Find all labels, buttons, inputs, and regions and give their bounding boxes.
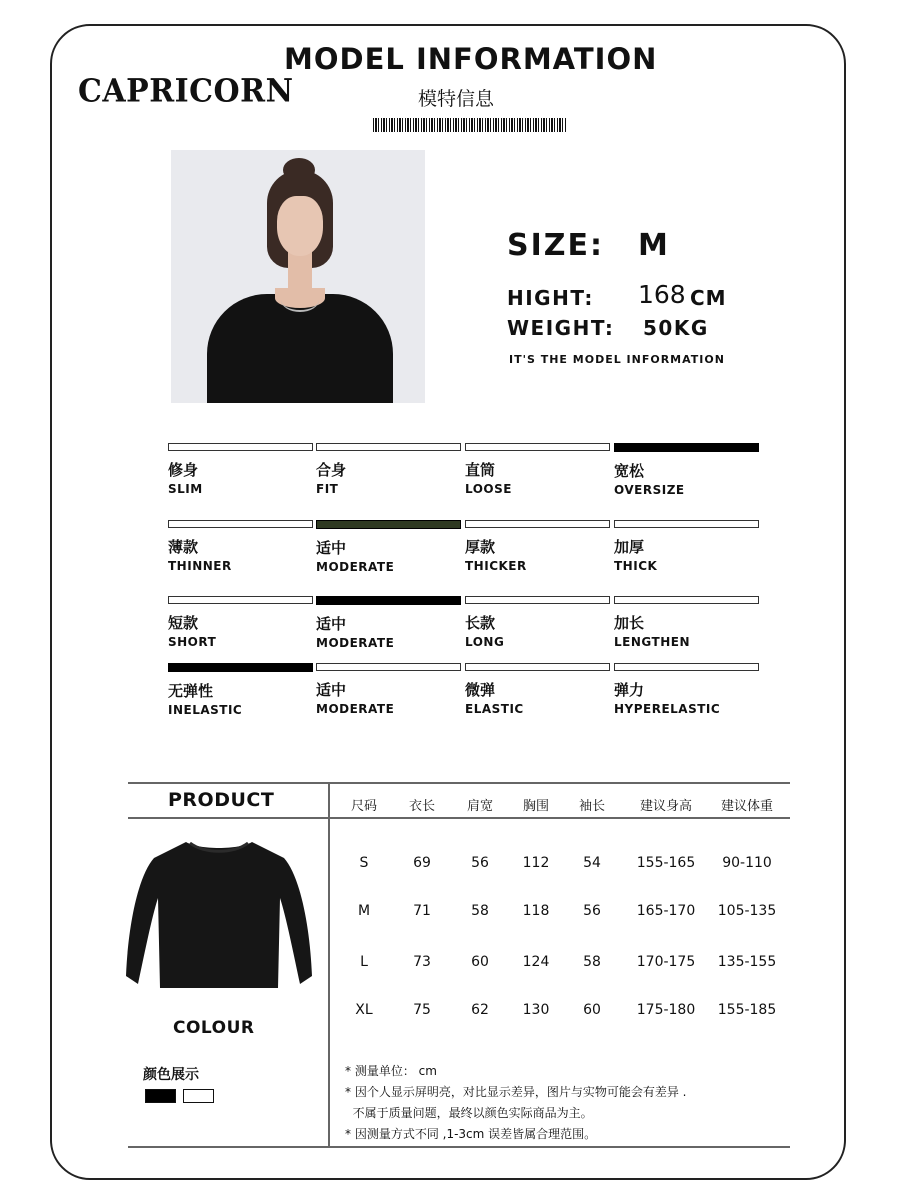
height-label: HIGHT: (507, 286, 594, 310)
table-cell: 75 (413, 1002, 431, 1018)
footnote: 不属于质量问题，最终以颜色实际商品为主。 (345, 1106, 593, 1120)
rating-bar-selected (614, 443, 759, 452)
rating-option (316, 443, 461, 496)
rating-bar (168, 520, 313, 528)
rating-label-en: LENGTHEN (614, 635, 690, 649)
rating-label-zh: 短款 (168, 614, 199, 632)
table-cell: 124 (522, 954, 550, 970)
rating-label-zh: 宽松 (614, 462, 645, 480)
rating-label-en: SHORT (168, 635, 217, 649)
table-cell: M (357, 903, 371, 919)
table-header-cell: 建议身高 (639, 799, 692, 814)
rating-label-zh: 加长 (614, 614, 645, 632)
table-cell: 71 (413, 903, 431, 919)
rating-bar (316, 663, 461, 671)
rating-bar (168, 443, 313, 451)
height-value: 168 (638, 280, 686, 309)
rating-label-en: THINNER (168, 559, 232, 573)
model-face (277, 196, 323, 256)
rating-bar (316, 443, 461, 451)
rating-option (614, 663, 759, 716)
rating-option (168, 596, 313, 649)
table-header-cell: 肩宽 (466, 799, 493, 814)
rating-label-en: MODERATE (316, 702, 395, 716)
rating-option (316, 663, 461, 716)
table-cell: 118 (522, 903, 550, 919)
rating-bar (465, 596, 610, 604)
height-unit: CM (690, 286, 727, 310)
table-cell: S (359, 855, 369, 871)
rating-option (168, 663, 313, 717)
rating-label-en: THICKER (465, 559, 527, 573)
table-cell: 170-175 (636, 954, 696, 970)
colour-swatch-white (183, 1089, 214, 1103)
page-title: MODEL INFORMATION (284, 42, 658, 76)
rating-label-en: MODERATE (316, 560, 395, 574)
table-cell: 165-170 (636, 903, 696, 919)
rating-label-zh: 薄款 (168, 538, 199, 556)
table-cell: 90-110 (722, 855, 772, 871)
rating-option (465, 443, 610, 496)
table-cell: 62 (471, 1002, 489, 1018)
table-cell: 69 (413, 855, 431, 871)
table-cell: 58 (471, 903, 489, 919)
brand-logo: CAPRICORN (78, 73, 294, 110)
page-subtitle: 模特信息 (418, 88, 495, 110)
rating-label-zh: 适中 (316, 615, 347, 633)
rating-label-en: THICK (614, 559, 658, 573)
model-necklace (281, 288, 319, 312)
rating-bar-selected (316, 596, 461, 605)
footnote: * 因个人显示屏明亮，对比显示差异，图片与实物可能会有差异 . (345, 1085, 687, 1099)
table-cell: L (360, 954, 368, 970)
rating-label-en: HYPERELASTIC (614, 702, 721, 716)
footnote: * 测量单位： cm (345, 1064, 437, 1078)
table-cell: 60 (471, 954, 489, 970)
rating-bar (465, 443, 610, 451)
weight-label: WEIGHT: (507, 316, 615, 340)
rating-label-zh: 加厚 (614, 538, 645, 556)
rating-bar (614, 663, 759, 671)
rating-label-en: INELASTIC (168, 703, 243, 717)
rating-option (614, 596, 759, 649)
table-cell: 130 (522, 1002, 550, 1018)
table-cell: 54 (583, 855, 601, 871)
table-cell: 105-135 (717, 903, 777, 919)
rating-label-en: OVERSIZE (614, 483, 685, 497)
rating-bar-selected (316, 520, 461, 529)
weight-value: 50KG (643, 316, 709, 340)
rating-option (316, 596, 461, 650)
rating-label-zh: 直筒 (465, 461, 496, 479)
colour-swatch-black (145, 1089, 176, 1103)
table-header-rule (128, 817, 790, 819)
rating-label-zh: 修身 (168, 461, 199, 479)
rating-label-zh: 弹力 (614, 681, 645, 699)
model-hair-bun (283, 158, 315, 182)
rating-label-zh: 无弹性 (168, 682, 214, 700)
sweatshirt-image (124, 836, 314, 996)
table-cell: 56 (471, 855, 489, 871)
rating-bar (465, 663, 610, 671)
rating-option (465, 663, 610, 716)
table-cell: 112 (522, 855, 550, 871)
table-cell: 155-185 (717, 1002, 777, 1018)
footnote: * 因测量方式不同 ,1-3cm 误差皆属合理范围。 (345, 1127, 597, 1141)
rating-option (168, 443, 313, 496)
table-header-cell: 胸围 (522, 799, 549, 814)
rating-label-zh: 长款 (465, 614, 496, 632)
rating-option (316, 520, 461, 574)
colour-display-label: 颜色展示 (143, 1067, 199, 1083)
table-header-cell: 衣长 (408, 799, 435, 814)
rating-bar (614, 596, 759, 604)
rating-label-zh: 合身 (316, 461, 347, 479)
table-header-cell: 建议体重 (720, 799, 773, 814)
table-cell: XL (355, 1002, 373, 1018)
model-neck (288, 250, 312, 290)
rating-label-en: ELASTIC (465, 702, 524, 716)
size-value: M (638, 228, 668, 263)
table-cell: 56 (583, 903, 601, 919)
table-cell: 175-180 (636, 1002, 696, 1018)
rating-label-en: FIT (316, 482, 339, 496)
rating-option (614, 520, 759, 573)
table-header-cell: 袖长 (578, 799, 605, 814)
rating-bar (614, 520, 759, 528)
table-cell: 135-155 (717, 954, 777, 970)
table-bottom-rule (128, 1146, 790, 1148)
rating-option (168, 520, 313, 573)
rating-label-en: LOOSE (465, 482, 512, 496)
rating-label-en: MODERATE (316, 636, 395, 650)
size-label: SIZE: (507, 228, 605, 263)
model-photo (171, 150, 425, 403)
rating-label-en: LONG (465, 635, 505, 649)
product-label: PRODUCT (168, 789, 275, 811)
model-note: IT'S THE MODEL INFORMATION (509, 353, 725, 366)
rating-option (465, 520, 610, 573)
table-cell: 155-165 (636, 855, 696, 871)
rating-label-zh: 微弹 (465, 681, 496, 699)
table-top-rule (128, 782, 790, 784)
rating-bar (168, 596, 313, 604)
table-cell: 73 (413, 954, 431, 970)
table-cell: 58 (583, 954, 601, 970)
rating-option (614, 443, 759, 497)
rating-label-zh: 厚款 (465, 538, 496, 556)
rating-label-zh: 适中 (316, 539, 347, 557)
rating-bar-selected (168, 663, 313, 672)
rating-bar (465, 520, 610, 528)
rating-label-zh: 适中 (316, 681, 347, 699)
rating-label-en: SLIM (168, 482, 203, 496)
table-cell: 60 (583, 1002, 601, 1018)
rating-option (465, 596, 610, 649)
colour-label: COLOUR (173, 1018, 255, 1038)
table-header-cell: 尺码 (350, 799, 377, 814)
barcode-graphic (373, 118, 566, 132)
